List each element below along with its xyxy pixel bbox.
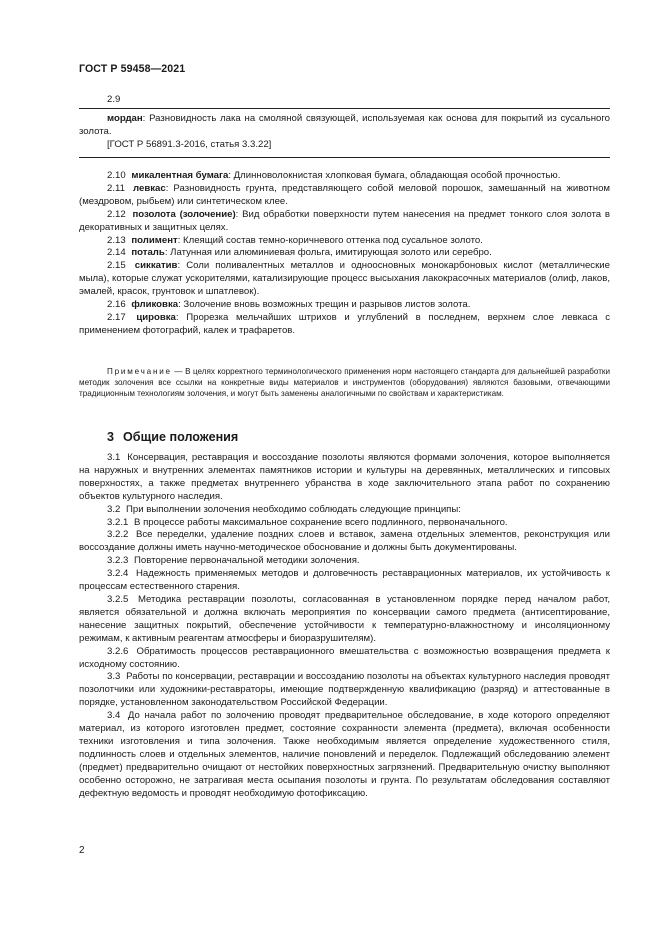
section-heading: 3 Общие положения [107,430,239,444]
clause-3-2: 3.2 При выполнении золочения необходимо соблюдать следующие принципы: [107,503,461,515]
term-entry-2-17: 2.17 цировка: Прорезка мельчайших штрихов и углублений в последнем, верхнем слое левкаса с применением фотографий, калек и трафаретов. [79,311,610,336]
term-entry-2-9 [79,113,610,139]
term-entry-2-11: 2.11 левкас: Разновидность грунта, представляющего собой меловой порошок, замешанный на животном (мездровом, рыбьем) или синтетическом клее. [79,182,610,207]
terms-list [79,170,610,338]
term-definition: : Разновидность лака на смоляной связующей, используемая как основа для покрытий из сусального золота. [79,113,610,137]
clause-3-3: 3.3 Работы по консервации, реставрации и воссозданию позолоты на объектах культурного наследия проводят позолотчики или художники-реставраторы, имеющие подтвержденную квалификацию (разряд) и аттестованные в порядке, установленном законодательством Российской Федерации. [79,671,610,709]
clause-3-2-1: 3.2.1 В процессе работы максимальное сохранение всего подлинного, первоначального. [107,516,508,528]
clause-3-2-5: 3.2.5 Методика реставрации позолоты, согласованная в установленном порядке перед началом работ, является обязательной и должна включать мероприятия по консервации самого предмета (антисептирование, нанесение защитных покрытий, обеспечение устойчивости к температурно-влажностному и инсоляционному режимам, к активным реагентам атмосферы и биоразрушителям). [79,593,610,644]
note-text: — В целях корректного терминологического применения норм настоящего стандарта для дальнейшей разработки методик золочения все ссылки на конкретные виды материалов и инструментов (оборудования) являются базовыми, отвечающими традиционным технологиям золочения, и могут быть заменены аналогичными по свойствам и характеристикам. [79,367,610,398]
clause-3-2-4: 3.2.4 Надежность применяемых методов и долговечность реставрационных материалов, их устойчивость к процессам естественного старения. [79,568,610,593]
term-number-2-9: 2.9 [107,94,121,105]
clause-3-2-6: 3.2.6 Обратимость процессов реставрационного вмешательства с возможностью возвращения предмета к исходному состоянию. [79,645,611,670]
term-entry-2-15: 2.15 сиккатив: Соли поливалентных металлов и одноосновных монокарбоновых кислот (металлические мыла), которые служат ускорителями, катализирующие процесс высыхания лакокрасочных материалов (олиф, лаков, эмалей, красок, грунтовок и шпатлевок). [79,260,610,298]
term-entry-2-16: 2.16 фликовка: Золочение вновь возможных трещин и разрывов листов золота. [107,299,471,311]
term-box-2-9 [79,108,610,158]
page-number: 2 [79,845,85,856]
clause-3-1: 3.1 Консервация, реставрация и воссоздание позолоты являются формами золочения, которое выполняется на наружных и внутренних элементах памятников истории и культуры на деревянных, металлических и гипсовых поверхностях, а также предметах внутреннего убранства в ходе заключительного этапа работ по сохранению объектов культурного наследия. [79,452,610,502]
term-entry-2-14: 2.14 поталь: Латунная или алюминиевая фольга, имитирующая золото или серебро. [107,247,492,259]
term-source: [ГОСТ Р 56891.3-2016, статья 3.3.22] [107,138,272,150]
section-3-clauses [79,452,610,800]
term-entry-2-12: 2.12 позолота (золочение): Вид обработки поверхности путем нанесения на предмет тонкого слоя золота в декоративных и защитных целях. [79,208,611,233]
clause-3-2-2: 3.2.2 Все переделки, удаление поздних слоев и вставок, замена отдельных элементов, реконструкция или воссоздание должны иметь научно-методическое обоснование и должны быть документированы. [79,529,611,554]
term-name: мордан [107,113,143,124]
terms-note [79,367,610,400]
note-label: Примечание [107,367,172,376]
term-entry-2-10: 2.10 микалентная бумага: Длинноволокнистая хлопковая бумага, обладающая особой прочностью. [107,170,561,181]
clause-3-4: 3.4 До начала работ по золочению проводят предварительное обследование, в ходе которого определяют материал, из которого изготовлен предмет, состояние сохранности элемента (предмета), включая особенности техники изготовления и типа золочения. Также необходимым является определение художественного стиля, подлинность слоев и отдельных элементов, наличие поновлений и переделок. Подлежащий обследованию элемент (предмет) предварительно очищают от нестойких поверхностных загрязнений. Предварительную очистку выполняют особенно осторожно, не затрагивая места осыпания позолоты и грунта. По результатам обследования составляют дефектную ведомость и проводят необходимую фотофиксацию. [79,710,610,799]
clause-3-2-3: 3.2.3 Повторение первоначальной методики золочения. [107,555,360,567]
term-entry-2-13: 2.13 полимент: Клеящий состав темно-коричневого оттенка под сусальное золото. [107,234,483,246]
document-code-header: ГОСТ Р 59458—2021 [79,63,186,75]
